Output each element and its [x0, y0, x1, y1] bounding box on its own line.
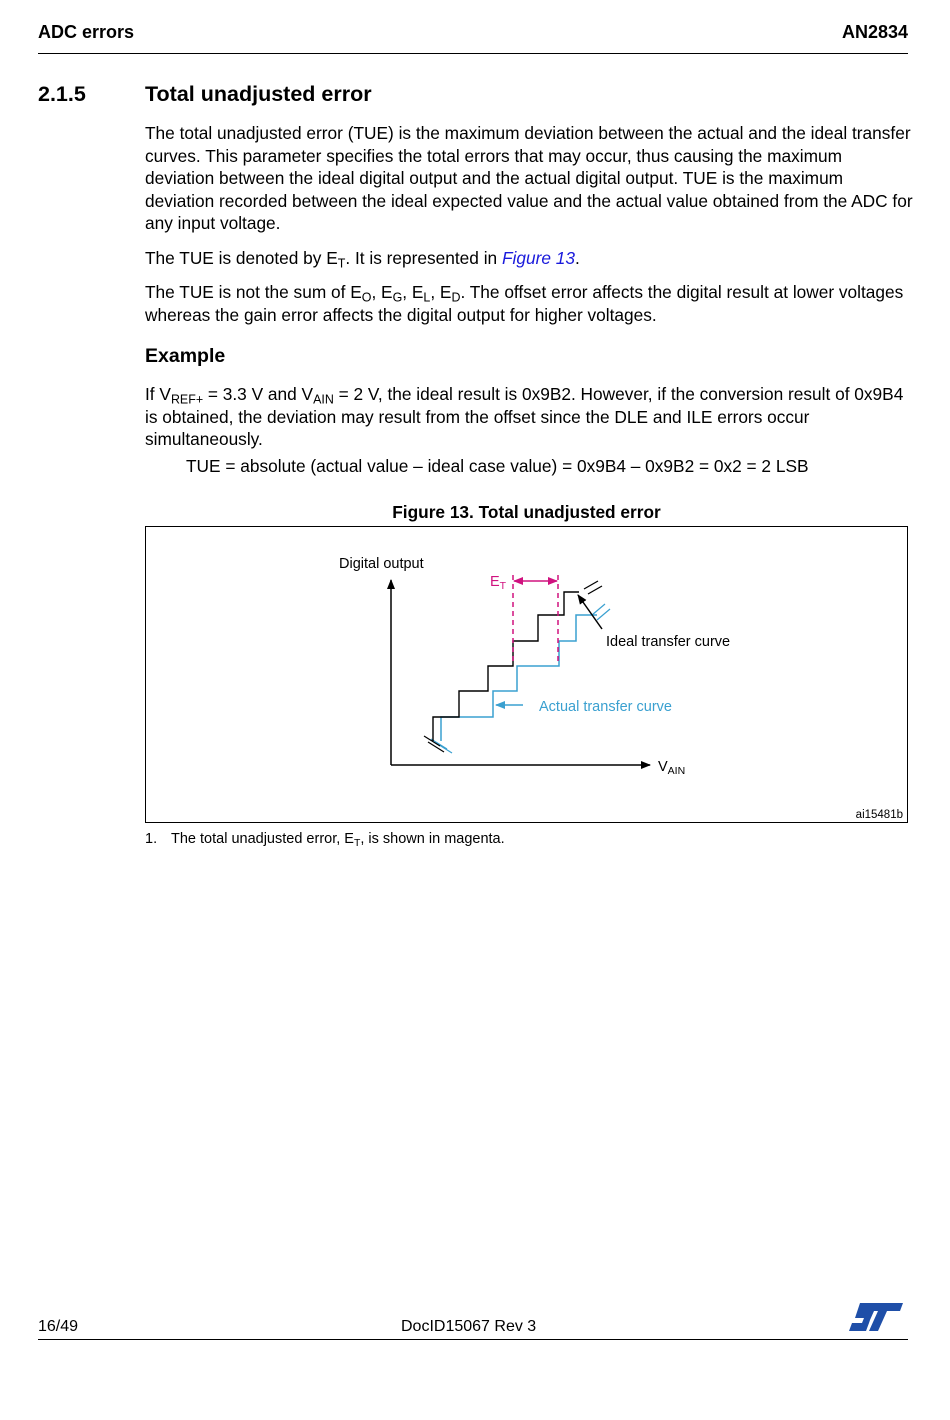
footer-page-number: 16/49	[38, 1318, 79, 1335]
actual-break-mark-4	[597, 609, 610, 620]
example-heading: Example	[145, 345, 226, 367]
y-axis-label: Digital output	[339, 556, 424, 572]
paragraph-example: If $V_{REF+} = 3.3$ V and $V_{AIN} = 2$ V, the ideal result is 0x9B2. However, if the conversion result of 0x9B4 is obtained, the deviation may result from the offset since the DLE and ILE errors occur simultaneously.	[145, 384, 904, 450]
section-title: Total unadjusted error	[145, 82, 372, 106]
paragraph-tue-notation: The TUE is denoted by $E_T$. It is represented in Figure 13.	[145, 248, 580, 271]
header-doc-number: AN2834	[841, 22, 908, 42]
ideal-callout-arrow	[578, 595, 602, 629]
figure-caption: Figure 13. Total unadjusted error	[392, 502, 661, 522]
footer-doc-id: DocID15067 Rev 3	[401, 1318, 537, 1335]
paragraph-tue-definition: The total unadjusted error (TUE) is the maximum deviation between the actual and the ideal transfer curves. This parameter specifies the total errors that may occur, thus causing the maximum deviation between the ideal digital output and the actual digital output. TUE is the maximum deviation recorded between the ideal expected value and the actual value obtained from the ADC for any input voltage.	[145, 123, 913, 234]
header-rule	[38, 53, 908, 54]
x-axis-label: $V_{AIN}$	[658, 759, 686, 777]
st-logo	[848, 1300, 904, 1334]
actual-transfer-curve	[441, 615, 597, 741]
figure-13-box	[145, 526, 908, 823]
actual-curve-label: Actual transfer curve	[539, 699, 672, 715]
tue-diagram	[146, 527, 907, 822]
footnote-text: The total unadjusted error, $E_T$, is shown in magenta.	[171, 831, 505, 850]
tue-equation: TUE = absolute (actual value – ideal case value) = 0x9B4 – 0x9B2 = 0x2 = 2 LSB	[186, 456, 809, 476]
actual-break-mark-3	[592, 604, 605, 615]
ideal-break-mark-4	[588, 586, 602, 594]
ideal-break-mark-3	[584, 581, 598, 589]
paragraph-tue-sum: The TUE is not the sum of $E_O$, $E_G$, $E_L$, $E_D$. The offset error affects the digital result at lower voltages whereas the gain error affects the digital output for higher voltages.	[145, 282, 904, 325]
figure-13-link[interactable]: Figure 13	[501, 248, 575, 268]
header-section-title: ADC errors	[38, 22, 135, 42]
ideal-curve-label: Ideal transfer curve	[606, 634, 731, 650]
section-number: 2.1.5	[38, 82, 86, 106]
figure-reference-id: ai15481b	[855, 809, 903, 821]
footer-rule	[38, 1339, 908, 1340]
footnote-number: 1.	[145, 831, 158, 847]
et-label: $E_T$	[490, 574, 507, 592]
